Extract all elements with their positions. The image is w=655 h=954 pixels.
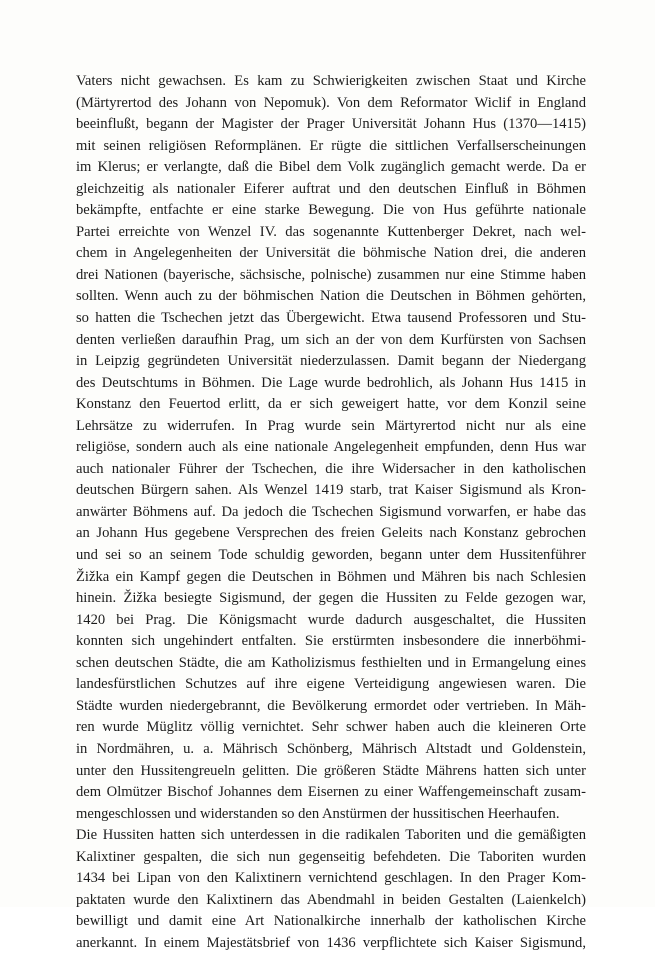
text-line: drei Nationen (bayerische, sächsische, polnische) zusammen nur eine Stimme haben <box>76 266 586 283</box>
text-line: (Märtyrertod des Johann von Nepomuk). Von dem Reformator Wiclif in England <box>76 94 586 111</box>
text-line: auch nationaler Führer der Tschechen, die ihre Widersacher in den katholischen <box>76 460 586 477</box>
text-line: so hatten die Tschechen jetzt das Übergewicht. Etwa tausend Professoren und Stu- <box>76 310 586 327</box>
text-line: Kalixtiner gespalten, die sich nun gegenseitig befehdeten. Die Taboriten wurden <box>76 848 586 865</box>
text-line: Vaters nicht gewachsen. Es kam zu Schwierigkeiten zwischen Staat und Kirche <box>76 73 586 89</box>
text-line: chem in Angelegenheiten der Universität die böhmische Nation drei, die anderen <box>76 245 586 262</box>
text-line: anwärter Böhmens auf. Da jedoch die Tschechen Sigismund vorwarfen, er habe das <box>76 503 586 520</box>
text-line: des Deutschtums in Böhmen. Die Lage wurde bedrohlich, als Johann Hus 1415 in <box>76 374 586 391</box>
text-line: mengeschlossen und widerstanden so den Anstürmen der hussitischen Heerhaufen. <box>76 805 560 822</box>
text-line: ren wurde Müglitz völlig vernichtet. Sehr schwer haben auch die kleineren Orte <box>76 719 586 736</box>
text-line: gleichzeitig als nationaler Eiferer auftrat und den deutschen Einfluß in Böhmen <box>76 180 586 197</box>
text-line: beeinflußt, begann der Magister der Prager Universität Johann Hus (1370—1415) <box>76 116 586 133</box>
text-line: konnten sich ungehindert entfalten. Sie erstürmten insbesondere die innerböhmi- <box>76 633 586 650</box>
text-line: an Johann Hus gegebene Versprechen des freien Geleits nach Konstanz gebrochen <box>76 525 586 542</box>
text-line: in Nordmähren, u. a. Mährisch Schönberg, Mährisch Altstadt und Goldenstein, <box>76 740 586 757</box>
text-line: deutschen Bürgern sahen. Als Wenzel 1419 starb, trat Kaiser Sigismund als Kron- <box>76 482 586 499</box>
text-line: hinein. Žižka besiegte Sigismund, der gegen die Hussiten zu Felde gezogen war, <box>76 590 586 607</box>
text-line: Konstanz den Feuertod erlitt, da er sich geweigert hatte, vor dem Konzil seine <box>76 396 586 413</box>
text-line: denten verließen daraufhin Prag, um sich an der von dem Kurfürsten von Sachsen <box>76 331 586 348</box>
text-line: in Leipzig gegründeten Universität niederzulassen. Damit begann der Niedergang <box>76 353 586 370</box>
text-line: Partei erreichte von Wenzel IV. das sogenannte Kuttenberger Dekret, nach wel- <box>76 223 586 240</box>
text-line: paktaten wurde den Kalixtinern das Abendmahl in beiden Gestalten (Laienkelch) <box>76 891 586 908</box>
text-line: landesfürstlichen Schutzes auf ihre eigene Verteidigung angewiesen waren. Die <box>76 676 586 693</box>
text-line: sollten. Wenn auch zu der böhmischen Nation die Deutschen in Böhmen gehörten, <box>76 288 586 305</box>
text-line: Žižka ein Kampf gegen die Deutschen in Böhmen und Mähren bis nach Schlesien <box>76 568 586 585</box>
paragraph <box>76 825 586 954</box>
body-text <box>76 71 586 954</box>
text-line: mit seinen religiösen Reformplänen. Er rügte die sittlichen Verfallserscheinungen <box>76 137 586 154</box>
text-line: im Klerus; er verlangte, daß die Bibel dem Volk zugänglich gemacht werde. Da er <box>76 159 586 176</box>
text-line: dem Olmützer Bischof Johannes dem Eisernen zu einer Waffengemeinschaft zusam- <box>76 784 586 801</box>
text-line: schen deutschen Städte, die am Katholizismus festhielten und in Ermangelung eines <box>76 654 586 671</box>
text-line: anerkannt. In einem Majestätsbrief von 1436 verpflichtete sich Kaiser Sigismund, <box>76 934 586 951</box>
text-line: religiöse, sondern auch als eine nationale Angelegenheit empfunden, denn Hus war <box>76 439 586 456</box>
text-line: 1434 bei Lipan von den Kalixtinern vernichtend geschlagen. In den Prager Kom- <box>76 870 586 887</box>
text-line: und sei so an seinem Tode schuldig geworden, begann unter dem Hussitenführer <box>76 547 586 564</box>
paragraph <box>76 71 586 825</box>
text-line: unter den Hussitengreueln gelitten. Die größeren Städte Mährens hatten sich unter <box>76 762 586 779</box>
text-line: Lehrsätze zu widerrufen. In Prag wurde sein Märtyrertod nicht nur als eine <box>76 417 586 434</box>
text-line: Die Hussiten hatten sich unterdessen in die radikalen Taboriten und die gemäßigten <box>76 827 586 844</box>
text-line: 1420 bei Prag. Die Königsmacht wurde dadurch ausgeschaltet, die Hussiten <box>76 611 586 628</box>
text-line: Städte wurden niedergebrannt, die Bevölkerung ermordet oder vertrieben. In Mäh- <box>76 697 586 714</box>
text-line: bekämpfte, entfachte er eine starke Bewegung. Die von Hus geführte nationale <box>76 202 586 219</box>
text-line: bewilligt und damit eine Art Nationalkirche innerhalb der katholischen Kirche <box>76 913 586 930</box>
